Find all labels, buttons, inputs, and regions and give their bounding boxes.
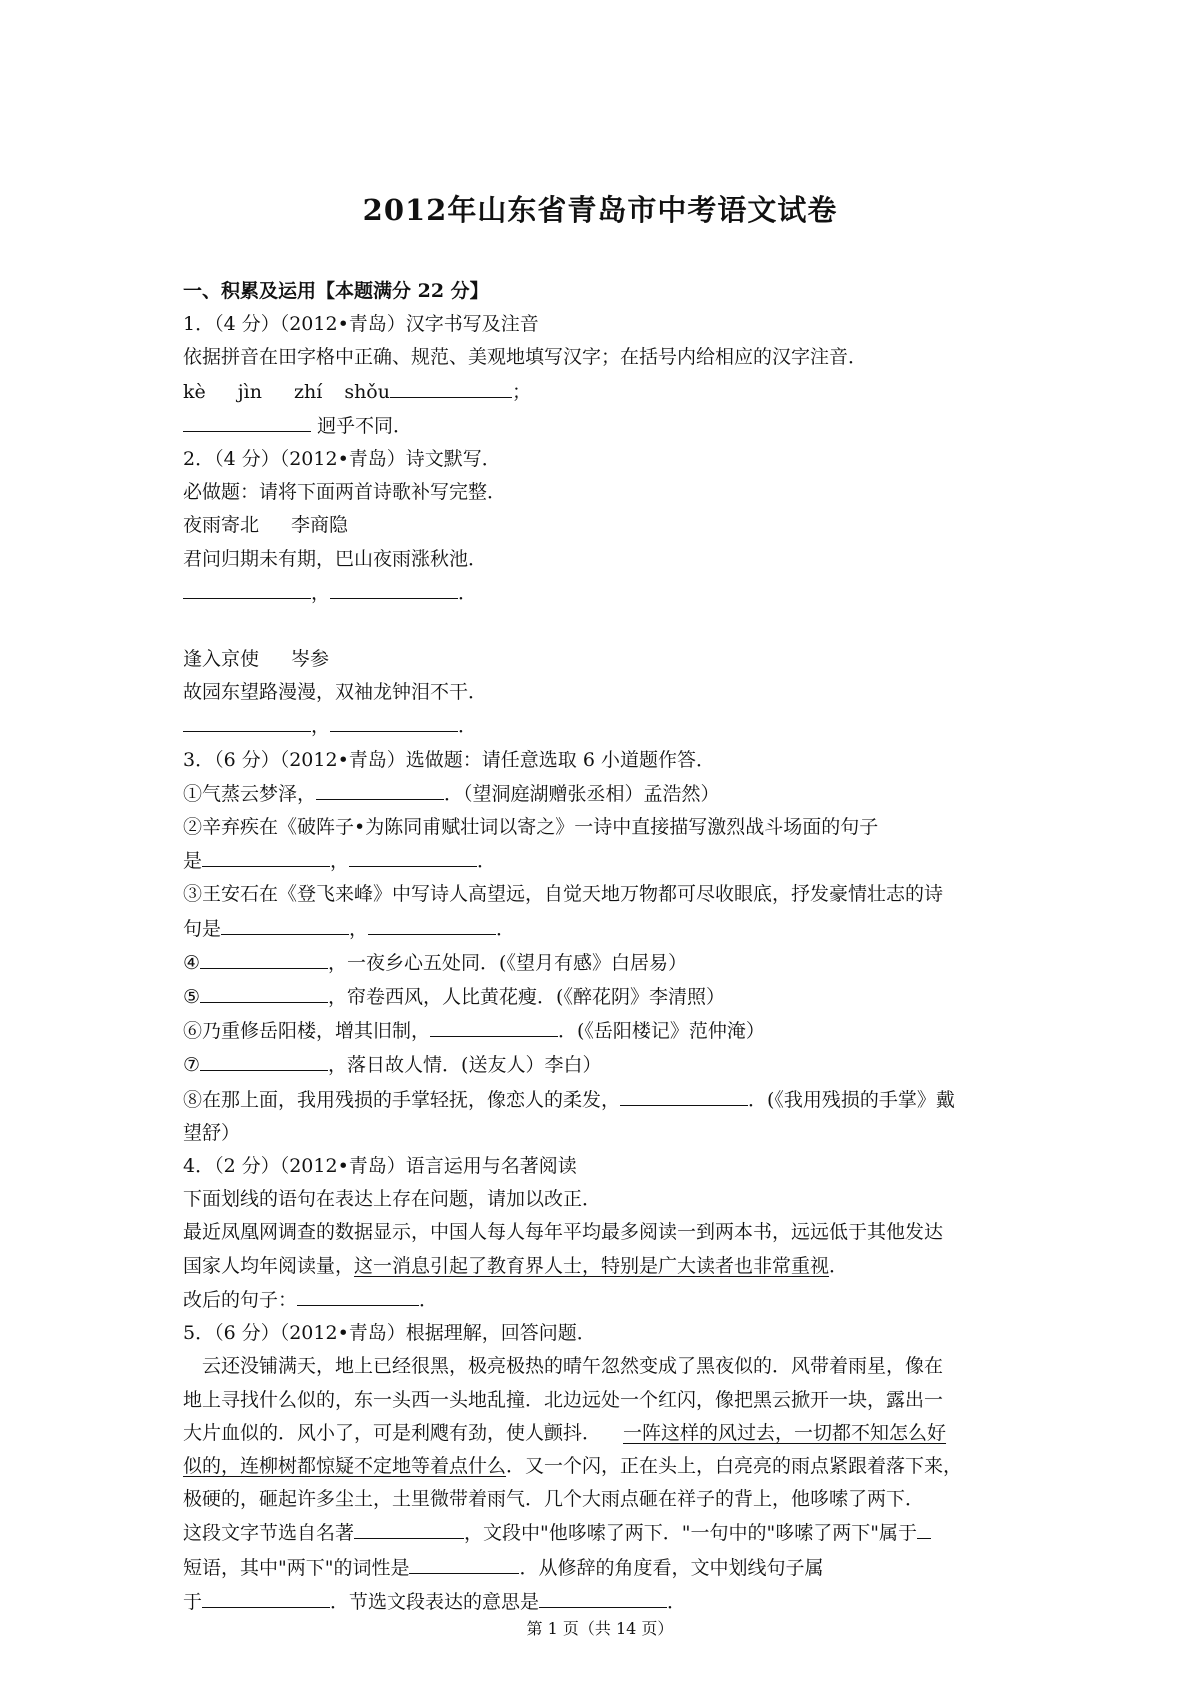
question-3-item-8-cont: 望舒） bbox=[183, 1121, 241, 1144]
pinyin-1: kè bbox=[183, 380, 206, 403]
question-1-heading: 1．（4 分）（2012•青岛）汉字书写及注音 bbox=[183, 313, 539, 336]
exam-content bbox=[183, 275, 1033, 1619]
answer-blank[interactable] bbox=[183, 409, 311, 432]
question-5-passage-1: 云还没铺满天，地上已经很黑，极亮极热的晴午忽然变成了黑夜似的．风带着雨星，像在 bbox=[202, 1355, 944, 1378]
poem-2-given-line: 故园东望路漫漫，双袖龙钟泪不干． bbox=[183, 681, 488, 704]
poem-2-title-line bbox=[183, 643, 1033, 676]
underlined-sentence: 一阵这样的风过去，一切都不知怎么好 bbox=[623, 1421, 947, 1444]
question-1-pinyin-line: kè jìn zhí shǒu ； bbox=[183, 375, 1033, 409]
answer-blank[interactable] bbox=[917, 1516, 931, 1539]
poem-1-title-line bbox=[183, 509, 1033, 542]
question-3-item-3-cont: 句是 ， ． bbox=[183, 912, 1033, 946]
question-2-requirement: 必做题：请将下面两首诗歌补写完整． bbox=[183, 481, 507, 504]
question-3-item-4: ④ ，一夜乡心五处同．(《望月有感》白居易） bbox=[183, 946, 1033, 980]
question-5-passage-3: 大片血似的．风小了，可是利飕有劲，使人颤抖． 一阵这样的风过去，一切都不知怎么好 bbox=[183, 1421, 947, 1444]
poem-1-title: 夜雨寄北 bbox=[183, 514, 260, 537]
answer-blank[interactable] bbox=[202, 844, 330, 867]
answer-blank[interactable] bbox=[200, 1048, 328, 1071]
answer-blank[interactable] bbox=[200, 946, 328, 969]
answer-blank[interactable] bbox=[183, 709, 311, 732]
poem-2-author: 岑参 bbox=[291, 648, 330, 671]
question-1-instruction: 依据拼音在田字格中正确、规范、美观地填写汉字；在括号内给相应的汉字注音． bbox=[183, 346, 868, 369]
pinyin-4: shǒu bbox=[344, 380, 390, 403]
question-2-heading: 2．（4 分）（2012•青岛）诗文默写． bbox=[183, 448, 501, 471]
poem-2-blanks: ， ． bbox=[183, 709, 1033, 743]
question-5-question-3: 于 ．节选文段表达的意思是 ． bbox=[183, 1585, 1033, 1619]
question-3-item-3: ③王安石在《登飞来峰》中写诗人高望远，自觉天地万物都可尽收眼底，抒发豪情壮志的诗 bbox=[183, 883, 944, 906]
question-3-item-5: ⑤ ，帘卷西风，人比黄花瘦．(《醉花阴》李清照） bbox=[183, 980, 1033, 1014]
question-3-item-2: ②辛弃疾在《破阵子•为陈同甫赋壮词以寄之》一诗中直接描写激烈战斗场面的句子 bbox=[183, 816, 879, 839]
answer-blank[interactable] bbox=[354, 1516, 464, 1539]
poem-2-title: 逢入京使 bbox=[183, 648, 260, 671]
question-3-item-1: ①气蒸云梦泽， ．（望洞庭湖赠张丞相）孟浩然） bbox=[183, 777, 1033, 811]
page-footer: 第 1 页（共 14 页） bbox=[526, 1619, 674, 1638]
question-5-question-2: 短语，其中"两下"的词性是 ．从修辞的角度看，文中划线句子属 bbox=[183, 1551, 1033, 1585]
answer-blank[interactable] bbox=[330, 709, 458, 732]
answer-blank[interactable] bbox=[349, 844, 477, 867]
answer-blank[interactable] bbox=[368, 912, 496, 935]
question-4-instruction: 下面划线的语句在表达上存在问题，请加以改正． bbox=[183, 1188, 602, 1211]
answer-blank[interactable] bbox=[430, 1014, 558, 1037]
answer-blank[interactable] bbox=[316, 777, 444, 800]
underlined-sentence: 似的，连柳树都惊疑不定地等着点什么 bbox=[183, 1454, 507, 1477]
question-5-heading: 5．（6 分）（2012•青岛）根据理解，回答问题． bbox=[183, 1322, 596, 1345]
underlined-sentence: 这一消息引起了教育界人士，特别是广大读者也非常重视 bbox=[354, 1254, 830, 1277]
poem-1-author: 李商隐 bbox=[291, 514, 349, 537]
question-3-heading: 3．（6 分）（2012•青岛）选做题：请任意选取 6 小道题作答． bbox=[183, 748, 715, 771]
section-heading: 一、积累及运用【本题满分 22 分】 bbox=[183, 280, 489, 302]
answer-blank[interactable] bbox=[620, 1083, 748, 1106]
answer-blank[interactable] bbox=[200, 980, 328, 1003]
pinyin-2: jìn bbox=[237, 380, 262, 403]
answer-blank[interactable] bbox=[221, 912, 349, 935]
question-3-item-2-cont: 是 ， ． bbox=[183, 844, 1033, 878]
question-5-passage-2: 地上寻找什么似的，东一头西一头地乱撞．北边远处一个红闪，像把黑云掀开一块，露出一 bbox=[183, 1388, 944, 1411]
answer-blank[interactable] bbox=[202, 1585, 330, 1608]
page-title: 2012年山东省青岛市中考语文试卷 bbox=[362, 193, 838, 227]
answer-blank[interactable] bbox=[539, 1585, 667, 1608]
question-4-passage-1: 最近凤凰网调查的数据显示，中国人每人每年平均最多阅读一到两本书，远远低于其他发达 bbox=[183, 1221, 944, 1244]
question-1-line3: 迥乎不同． bbox=[183, 409, 1033, 443]
poem-1-given-line: 君问归期未有期，巴山夜雨涨秋池． bbox=[183, 547, 488, 570]
answer-blank[interactable] bbox=[409, 1551, 519, 1574]
answer-blank[interactable] bbox=[297, 1283, 419, 1306]
question-3-item-6: ⑥乃重修岳阳楼，增其旧制， ．(《岳阳楼记》范仲淹） bbox=[183, 1014, 1033, 1048]
question-4-answer-line: 改后的句子： ． bbox=[183, 1283, 1033, 1317]
question-5-passage-4: 似的，连柳树都惊疑不定地等着点什么．又一个闪，正在头上，白亮亮的雨点紧跟着落下来， bbox=[183, 1454, 963, 1477]
question-4-heading: 4．（2 分）（2012•青岛）语言运用与名著阅读 bbox=[183, 1155, 577, 1178]
poem-1-blanks: ， ． bbox=[183, 576, 1033, 610]
question-5-question-1: 这段文字节选自名著 ，文段中"他哆嗦了两下．"一句中的"哆嗦了两下"属于 bbox=[183, 1516, 1033, 1550]
question-3-item-8: ⑧在那上面，我用残损的手掌轻抚，像恋人的柔发， ．(《我用残损的手掌》戴 bbox=[183, 1083, 1033, 1117]
question-5-passage-5: 极硬的，砸起许多尘土，土里微带着雨气．几个大雨点砸在祥子的背上，他哆嗦了两下． bbox=[183, 1488, 925, 1511]
answer-blank[interactable] bbox=[183, 576, 311, 599]
pinyin-3: zhí bbox=[293, 380, 323, 403]
answer-blank[interactable] bbox=[390, 375, 512, 398]
question-3-item-7: ⑦ ，落日故人情．(送友人）李白） bbox=[183, 1048, 1033, 1082]
answer-blank[interactable] bbox=[330, 576, 458, 599]
spacer bbox=[183, 610, 1033, 643]
question-4-passage-2: 国家人均年阅读量，这一消息引起了教育界人士，特别是广大读者也非常重视． bbox=[183, 1254, 849, 1277]
